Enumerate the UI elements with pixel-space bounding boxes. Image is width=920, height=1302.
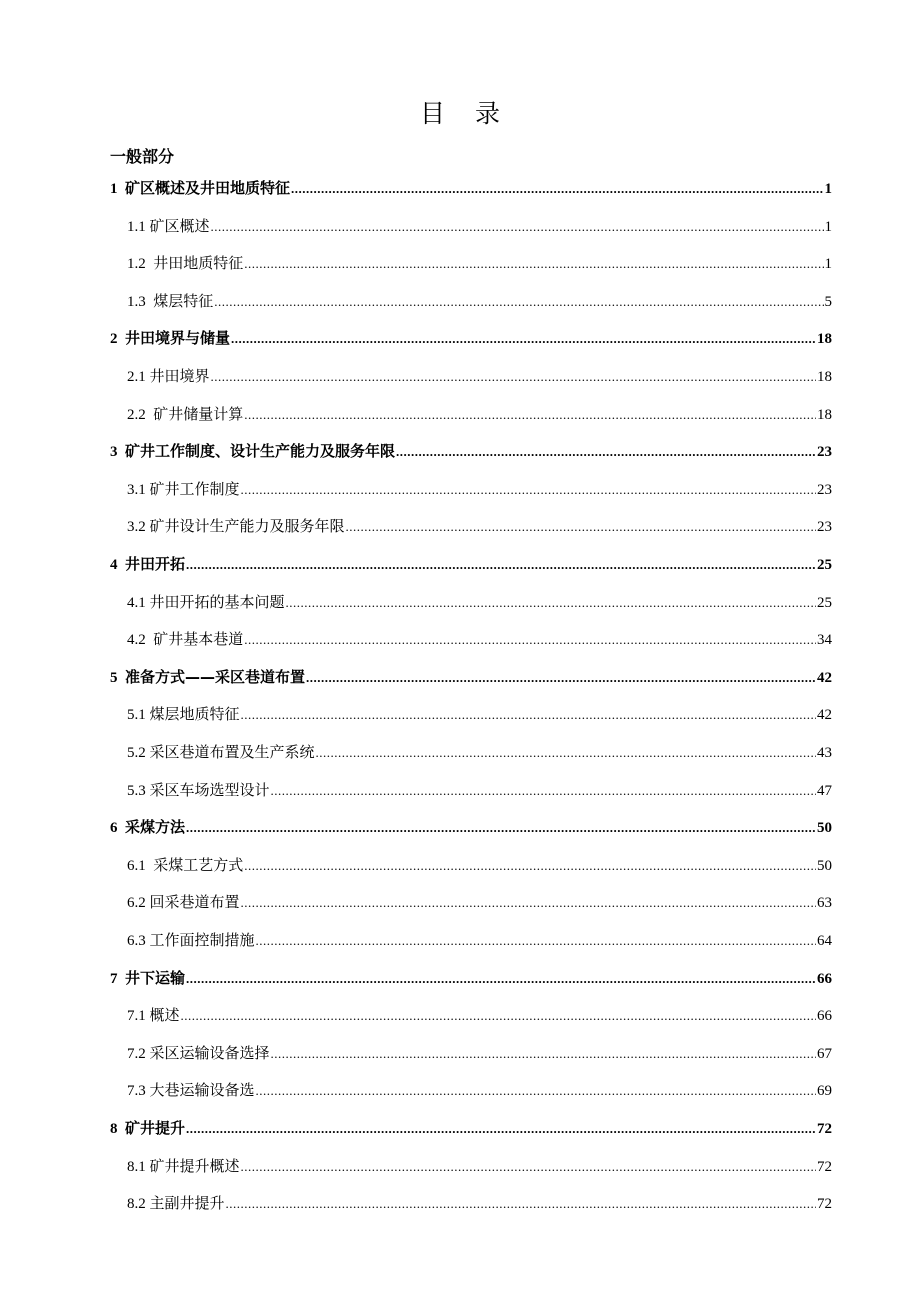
toc-entry-number: 6.1: [127, 858, 154, 874]
toc-page-number: 42: [817, 707, 832, 723]
toc-dot-leader: [316, 742, 816, 764]
toc-page-number: 5: [824, 294, 832, 310]
toc-section-entry[interactable]: [127, 703, 832, 725]
toc-entry-number: 3.2: [127, 519, 150, 535]
toc-dot-leader: [244, 855, 816, 877]
toc-section-entry[interactable]: [127, 515, 832, 537]
toc-dot-leader: [291, 178, 823, 200]
toc-entry-number: 5: [110, 670, 125, 686]
toc-entry-title: 大巷运输设备选: [149, 1081, 255, 1099]
toc-dot-leader: [271, 1043, 816, 1065]
toc-section-entry[interactable]: [127, 1004, 832, 1026]
toc-dot-leader: [256, 1080, 816, 1102]
toc-page-number: 64: [817, 933, 832, 949]
toc-section-entry[interactable]: [127, 891, 832, 913]
toc-entry-number: 4.1: [127, 595, 150, 611]
toc-entry-number: 4.2: [127, 632, 154, 648]
toc-dot-leader: [271, 780, 816, 802]
toc-page-number: 72: [817, 1121, 832, 1137]
toc-dot-leader: [181, 1005, 816, 1027]
toc-entry-title: 矿井提升: [125, 1119, 186, 1137]
toc-entry-number: 1.1: [127, 219, 150, 235]
toc-entry-title: 井田开拓: [125, 555, 186, 573]
toc-entry-number: 8.1: [127, 1159, 150, 1175]
toc-section-entry[interactable]: [127, 1042, 832, 1064]
toc-entry-title: 矿井提升概述: [149, 1157, 240, 1175]
toc-page-number: 1: [824, 181, 832, 197]
toc-chapter-entry[interactable]: [110, 666, 832, 688]
toc-dot-leader: [241, 704, 816, 726]
toc-chapter-entry[interactable]: [110, 327, 832, 349]
toc-section-entry[interactable]: [127, 403, 832, 425]
toc-entry-number: 6.2: [127, 895, 150, 911]
toc-entry-number: 7: [110, 971, 125, 987]
toc-entry-title: 矿井储量计算: [153, 405, 244, 423]
toc-dot-leader: [186, 1118, 816, 1140]
toc-entry-title: 采区车场选型设计: [149, 781, 270, 799]
toc-entry-number: 7.3: [127, 1083, 150, 1099]
toc-entry-number: 5.3: [127, 783, 150, 799]
toc-dot-leader: [286, 592, 816, 614]
toc-entry-number: 4: [110, 557, 125, 573]
toc-entry-number: 1.3: [127, 294, 154, 310]
toc-entry-title: 采区巷道布置及生产系统: [149, 743, 315, 761]
toc-dot-leader: [244, 629, 816, 651]
toc-page-number: 43: [817, 745, 832, 761]
toc-page-number: 25: [817, 595, 832, 611]
toc-page-number: 72: [817, 1159, 832, 1175]
toc-entry-number: 7.1: [127, 1008, 150, 1024]
toc-entry-title: 概述: [149, 1006, 180, 1024]
toc-dot-leader: [306, 667, 816, 689]
toc-page-number: 63: [817, 895, 832, 911]
toc-dot-leader: [241, 892, 816, 914]
toc-page-number: 18: [817, 331, 832, 347]
toc-entry-title: 采区运输设备选择: [149, 1044, 270, 1062]
toc-page-number: 66: [817, 1008, 832, 1024]
toc-section-entry[interactable]: [127, 252, 832, 274]
section-label: 一般部分: [110, 147, 175, 166]
toc-entry-number: 3: [110, 444, 125, 460]
toc-entry-title: 矿区概述: [149, 217, 210, 235]
toc-entry-title: 回采巷道布置: [149, 893, 240, 911]
toc-entry-number: 5.1: [127, 707, 150, 723]
toc-entry-number: 6: [110, 820, 125, 836]
toc-entry-number: 3.1: [127, 482, 150, 498]
toc-dot-leader: [346, 516, 816, 538]
toc-section-entry[interactable]: [127, 628, 832, 650]
toc-dot-leader: [241, 479, 816, 501]
toc-entry-title: 煤层特征: [153, 292, 214, 310]
toc-chapter-entry[interactable]: [110, 1117, 832, 1139]
toc-section-entry[interactable]: [127, 741, 832, 763]
toc-section-entry[interactable]: [127, 365, 832, 387]
toc-page-number: 23: [817, 482, 832, 498]
toc-dot-leader: [214, 291, 823, 313]
toc-entry-title: 矿井基本巷道: [153, 630, 244, 648]
toc-entry-number: 6.3: [127, 933, 150, 949]
toc-page-number: 66: [817, 971, 832, 987]
toc-entry-title: 井田境界与储量: [125, 329, 231, 347]
toc-entry-title: 采煤工艺方式: [153, 856, 244, 874]
toc-entry-title: 准备方式——采区巷道布置: [125, 668, 306, 686]
toc-page-number: 67: [817, 1046, 832, 1062]
toc-page-number: 23: [817, 519, 832, 535]
toc-page-number: 50: [817, 858, 832, 874]
toc-section-entry[interactable]: [127, 290, 832, 312]
toc-entry-number: 2: [110, 331, 125, 347]
toc-page-number: 42: [817, 670, 832, 686]
toc-page-number: 47: [817, 783, 832, 799]
toc-entry-title: 井田地质特征: [153, 254, 244, 272]
toc-dot-leader: [231, 328, 816, 350]
toc-page-number: 25: [817, 557, 832, 573]
toc-page-number: 34: [817, 632, 832, 648]
toc-entry-title: 井田开拓的基本问题: [149, 593, 285, 611]
toc-dot-leader: [186, 554, 816, 576]
toc-entry-number: 5.2: [127, 745, 150, 761]
toc-dot-leader: [396, 441, 816, 463]
toc-section-entry[interactable]: [127, 591, 832, 613]
toc-entry-title: 煤层地质特征: [149, 705, 240, 723]
toc-dot-leader: [244, 253, 823, 275]
toc-page-number: 1: [824, 256, 832, 272]
toc-entry-number: 8.2: [127, 1196, 150, 1212]
toc-page-number: 18: [817, 407, 832, 423]
toc-section-entry[interactable]: [127, 215, 832, 237]
toc-entry-title: 矿井设计生产能力及服务年限: [149, 517, 345, 535]
toc-entry-title: 主副井提升: [149, 1194, 225, 1212]
toc-entry-title: 矿井工作制度、设计生产能力及服务年限: [125, 442, 396, 460]
toc-section-entry[interactable]: [127, 779, 832, 801]
toc-page-number: 72: [817, 1196, 832, 1212]
toc-entry-title: 工作面控制措施: [149, 931, 255, 949]
toc-section-entry[interactable]: [127, 478, 832, 500]
toc-section-entry[interactable]: [127, 929, 832, 951]
toc-entry-number: 1: [110, 181, 125, 197]
toc-entry-title: 井田境界: [149, 367, 210, 385]
toc-section-entry[interactable]: [127, 1079, 832, 1101]
toc-page-number: 1: [824, 219, 832, 235]
toc-dot-leader: [244, 404, 816, 426]
page-title: 目录: [419, 99, 530, 128]
toc-entry-number: 7.2: [127, 1046, 150, 1062]
toc-chapter-entry[interactable]: [110, 553, 832, 575]
toc-chapter-entry[interactable]: [110, 440, 832, 462]
toc-chapter-entry[interactable]: [110, 816, 832, 838]
toc-dot-leader: [211, 216, 824, 238]
toc-entry-number: 2.1: [127, 369, 150, 385]
toc-entry-title: 井下运输: [125, 969, 186, 987]
toc-dot-leader: [186, 817, 816, 839]
toc-dot-leader: [226, 1193, 816, 1215]
toc-section-entry[interactable]: [127, 1155, 832, 1177]
toc-dot-leader: [256, 930, 816, 952]
toc-dot-leader: [241, 1156, 816, 1178]
toc-page-number: 69: [817, 1083, 832, 1099]
toc-entry-number: 8: [110, 1121, 125, 1137]
toc-dot-leader: [211, 366, 816, 388]
toc-entry-title: 采煤方法: [125, 818, 186, 836]
toc-section-entry[interactable]: [127, 1192, 832, 1214]
toc-page-number: 18: [817, 369, 832, 385]
toc-entry-title: 矿井工作制度: [149, 480, 240, 498]
toc-entry-number: 1.2: [127, 256, 154, 272]
toc-entry-number: 2.2: [127, 407, 154, 423]
toc-dot-leader: [186, 968, 816, 990]
toc-page-number: 23: [817, 444, 832, 460]
toc-section-entry[interactable]: [127, 854, 832, 876]
toc-chapter-entry[interactable]: [110, 967, 832, 989]
toc-chapter-entry[interactable]: [110, 177, 832, 199]
toc-entry-title: 矿区概述及井田地质特征: [125, 179, 291, 197]
toc-page-number: 50: [817, 820, 832, 836]
